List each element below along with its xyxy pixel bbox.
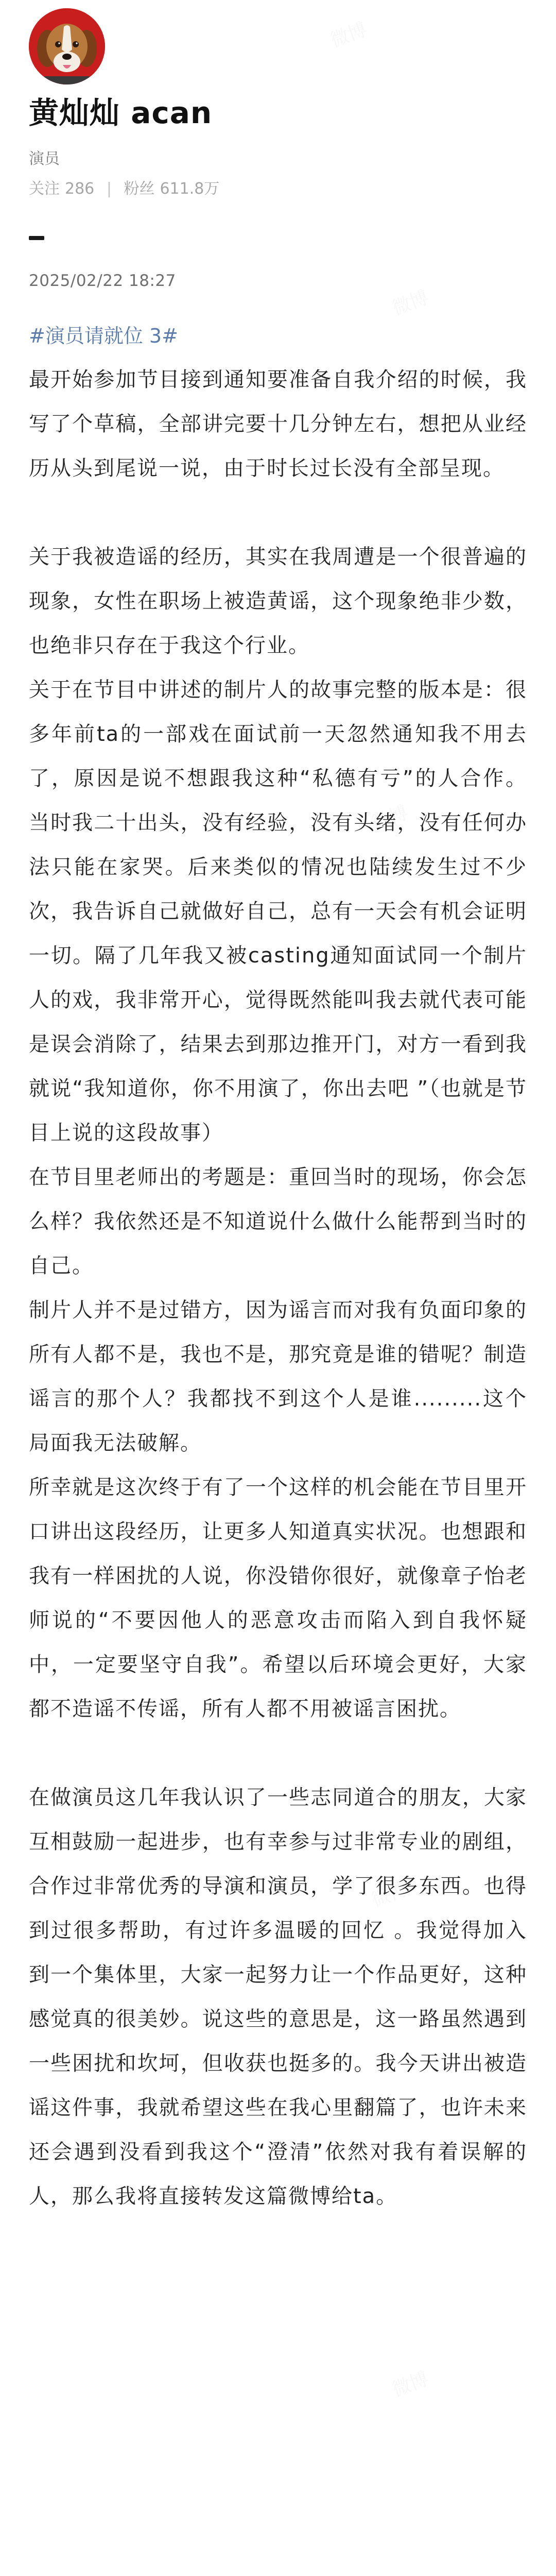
post-paragraph: 在节目里老师出的考题是：重回当时的现场，你会怎么样？我依然还是不知道说什么做什么能帮到当时的自己。 (29, 1165, 527, 1278)
post-timestamp: 2025/02/22 18:27 (29, 272, 176, 290)
profile-stats (29, 181, 219, 197)
watermark (388, 2364, 431, 2402)
follow-value: 286 (65, 180, 95, 198)
dog-avatar-icon (29, 8, 105, 84)
profile-name[interactable]: 黄灿灿 acan (29, 95, 213, 130)
fans-value: 611.8万 (160, 180, 220, 198)
watermark (326, 15, 370, 53)
follow-count[interactable] (29, 180, 99, 198)
follow-label: 关注 (29, 180, 60, 198)
post-paragraph: 关于我被造谣的经历，其实在我周遭是一个很普遍的现象，女性在职场上被造黄谣，这个现象绝非少数，也绝非只存在于我这个行业。 (29, 545, 527, 657)
post-paragraph: 最开始参加节目接到通知要准备自我介绍的时候，我写了个草稿，全部讲完要十几分钟左右，想把从业经历从头到尾说一说，由于时长过长没有全部呈现。 (29, 368, 527, 480)
section-divider (29, 236, 44, 240)
post-paragraph: 在做演员这几年我认识了一些志同道合的朋友，大家互相鼓励一起进步，也有幸参与过非常专业的剧组，合作过非常优秀的导演和演员，学了很多东西。也得到过很多帮助，有过许多温暖的回忆 。我觉得加入到一个集体里，大家一起努力让一个作品更好，这种感觉真的很美妙。说这些的意思是，这一路虽然遇到一些困扰和坎坷，但收获也挺多的。我今天讲出被造谣这件事，我就希望这些在我心里翻篇了，也许未来还会遇到没看到我这个“澄清”依然对我有着误解的人，那么我将直接转发这篇微博给ta。 (29, 1786, 527, 2208)
fans-label: 粉丝 (124, 180, 155, 198)
topic-hashtag-link[interactable]: #演员请就位 3# (29, 325, 178, 347)
avatar[interactable] (29, 8, 105, 84)
post-paragraph: 制片人并不是过错方，因为谣言而对我有负面印象的所有人都不是，我也不是，那究竟是谁的错呢？制造谣言的那个人？我都找不到这个人是谁.........这个局面我无法破解。 (29, 1298, 527, 1455)
profile-role: 演员 (29, 150, 60, 168)
fans-count[interactable] (124, 180, 219, 198)
post-body (29, 314, 527, 2218)
post-paragraph: 所幸就是这次终于有了一个这样的机会能在节目里开口讲出这段经历，让更多人知道真实状况。也想跟和我有一样困扰的人说，你没错你很好，就像章子怡老师说的“不要因他人的恶意攻击而陷入到自我怀疑中，一定要坚守自我”。希望以后环境会更好，大家都不造谣不传谣，所有人都不用被谣言困扰。 (29, 1476, 527, 1721)
post-paragraph: 关于在节目中讲述的制片人的故事完整的版本是：很多年前ta的一部戏在面试前一天忽然通知我不用去了，原因是说不想跟我这种“私德有亏”的人合作。当时我二十出头，没有经验，没有头绪，没有任何办法只能在家哭。后来类似的情况也陆续发生过不少次，我告诉自己就做好自己，总有一天会有机会证明一切。隔了几年我又被casting通知面试同一个制片人的戏，我非常开心，觉得既然能叫我去就代表可能是误会消除了，结果去到那边推开门，对方一看到我就说“我知道你，你不用演了，你出去吧 ”（也就是节目上说的这段故事） (29, 678, 527, 1145)
stats-separator: | (106, 180, 112, 198)
